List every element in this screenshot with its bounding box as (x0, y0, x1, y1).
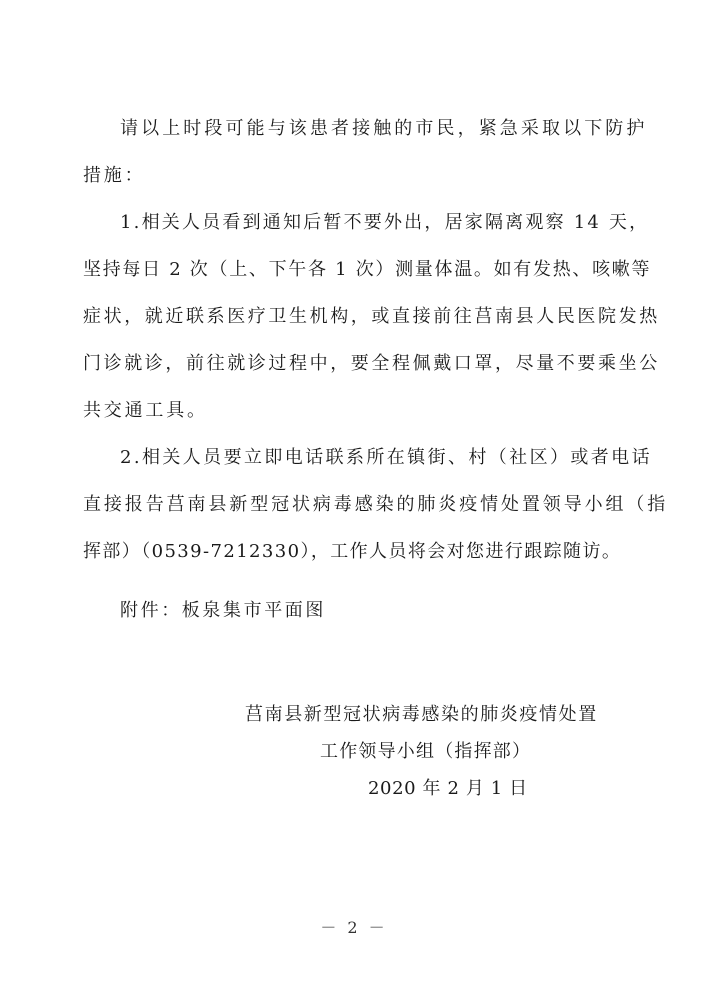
paragraph-2-line-2: 坚持每日 2 次（上、下午各 1 次）测量体温。如有发热、咳嗽等 (83, 259, 652, 280)
paragraph-2-line-1: 1.相关人员看到通知后暂不要外出，居家隔离观察 14 天， (120, 212, 650, 233)
paragraph-1-line-1: 请以上时段可能与该患者接触的市民，紧急采取以下防护 (120, 118, 648, 139)
paragraph-2-line-3: 症状，就近联系医疗卫生机构，或直接前往莒南县人民医院发热 (83, 306, 660, 327)
signature-organization-line-2: 工作领导小组（指挥部） (320, 741, 532, 762)
paragraph-3-line-3: 挥部）（0539-7212330），工作人员将会对您进行跟踪随访。 (83, 541, 622, 562)
page-number: － 2 － (320, 918, 388, 937)
paragraph-2-line-4: 门诊就诊，前往就诊过程中，要全程佩戴口罩，尽量不要乘坐公 (83, 353, 660, 374)
paragraph-2-line-5: 共交通工具。 (83, 400, 208, 421)
signature-organization-line-1: 莒南县新型冠状病毒感染的肺炎疫情处置 (245, 704, 598, 725)
paragraph-1-line-2: 措施： (83, 165, 146, 186)
paragraph-3-line-1: 2.相关人员要立即电话联系所在镇街、村（社区）或者电话 (120, 447, 652, 468)
signature-date: 2020 年 2 月 1 日 (368, 778, 528, 799)
attachment-note: 附件：板泉集市平面图 (120, 600, 326, 621)
paragraph-3-line-2: 直接报告莒南县新型冠状病毒感染的肺炎疫情处置领导小组（指 (83, 494, 669, 515)
